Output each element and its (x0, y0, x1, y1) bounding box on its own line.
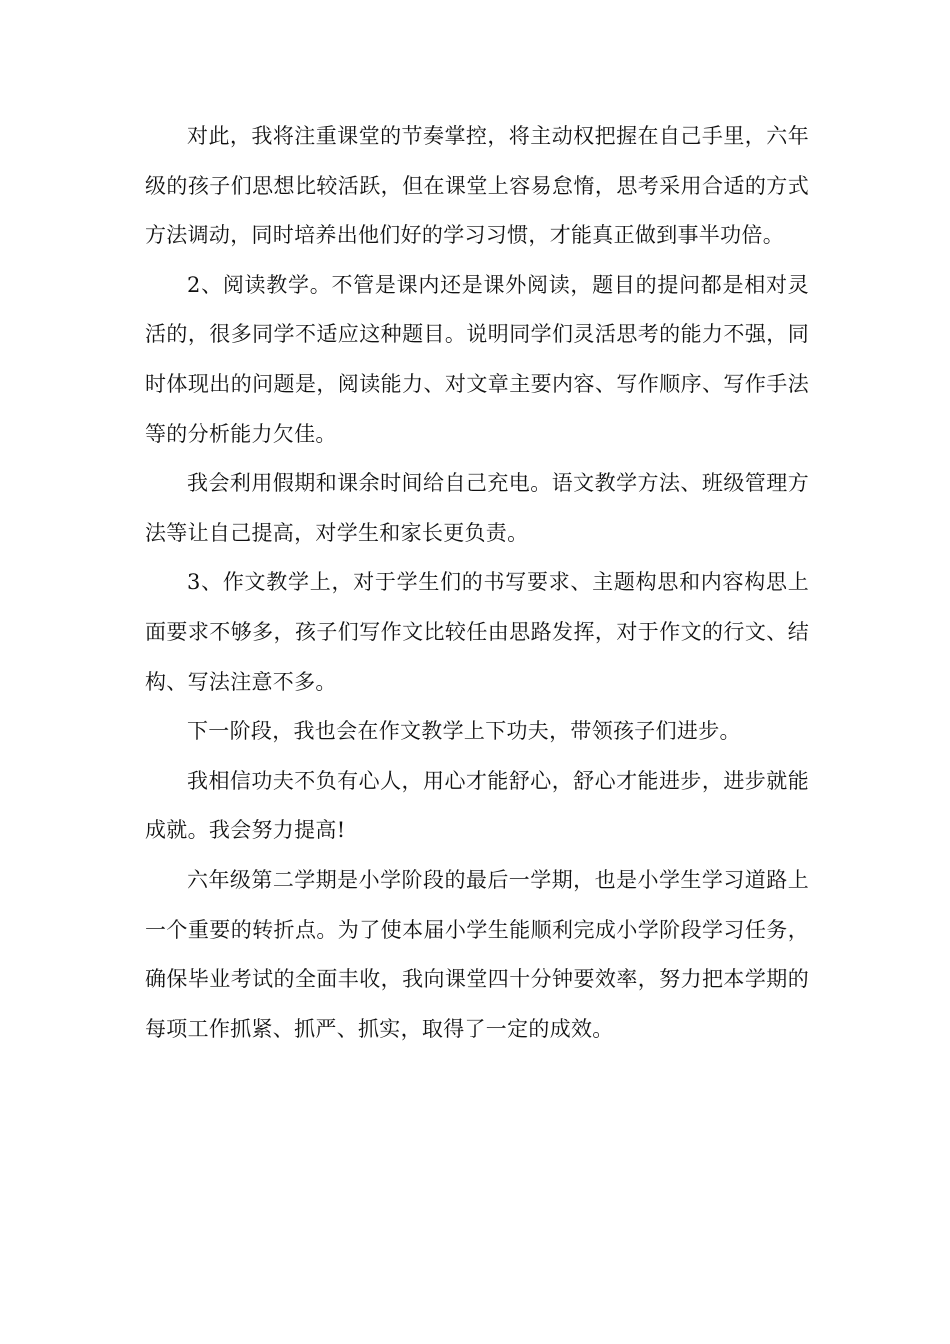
paragraph-classroom-rhythm: 对此，我将注重课堂的节奏掌控，将主动权把握在自己手里，六年级的孩子们思想比较活跃，但在课堂上容易怠惰，思考采用合适的方式方法调动，同时培养出他们好的学习习惯，才能真正做到事半功倍。 (145, 124, 809, 248)
document-body (145, 112, 809, 1054)
paragraph-composition-teaching: 3、作文教学上，对于学生们的书写要求、主题构思和内容构思上面要求不够多，孩子们写作文比较任由思路发挥，对于作文的行文、结构、写法注意不多。 (145, 570, 809, 694)
paragraph-next-stage: 下一阶段，我也会在作文教学上下功夫，带领孩子们进步。 (187, 719, 741, 744)
paragraph-semester-summary: 六年级第二学期是小学阶段的最后一学期，也是小学生学习道路上一个重要的转折点。为了使本届小学生能顺利完成小学阶段学习任务，确保毕业考试的全面丰收，我向课堂四十分钟要效率，努力把本学期的每项工作抓紧、抓严、抓实，取得了一定的成效。 (145, 867, 809, 1041)
paragraph-belief: 我相信功夫不负有心人，用心才能舒心，舒心才能进步，进步就能成就。我会努力提高! (145, 768, 809, 843)
paragraph-reading-teaching: 2、阅读教学。不管是课内还是课外阅读，题目的提问都是相对灵活的，很多同学不适应这种题目。说明同学们灵活思考的能力不强，同时体现出的问题是，阅读能力、对文章主要内容、写作顺序、写作手法等的分析能力欠佳。 (145, 272, 809, 446)
paragraph-self-improvement: 我会利用假期和课余时间给自己充电。语文教学方法、班级管理方法等让自己提高，对学生和家长更负责。 (145, 471, 809, 545)
